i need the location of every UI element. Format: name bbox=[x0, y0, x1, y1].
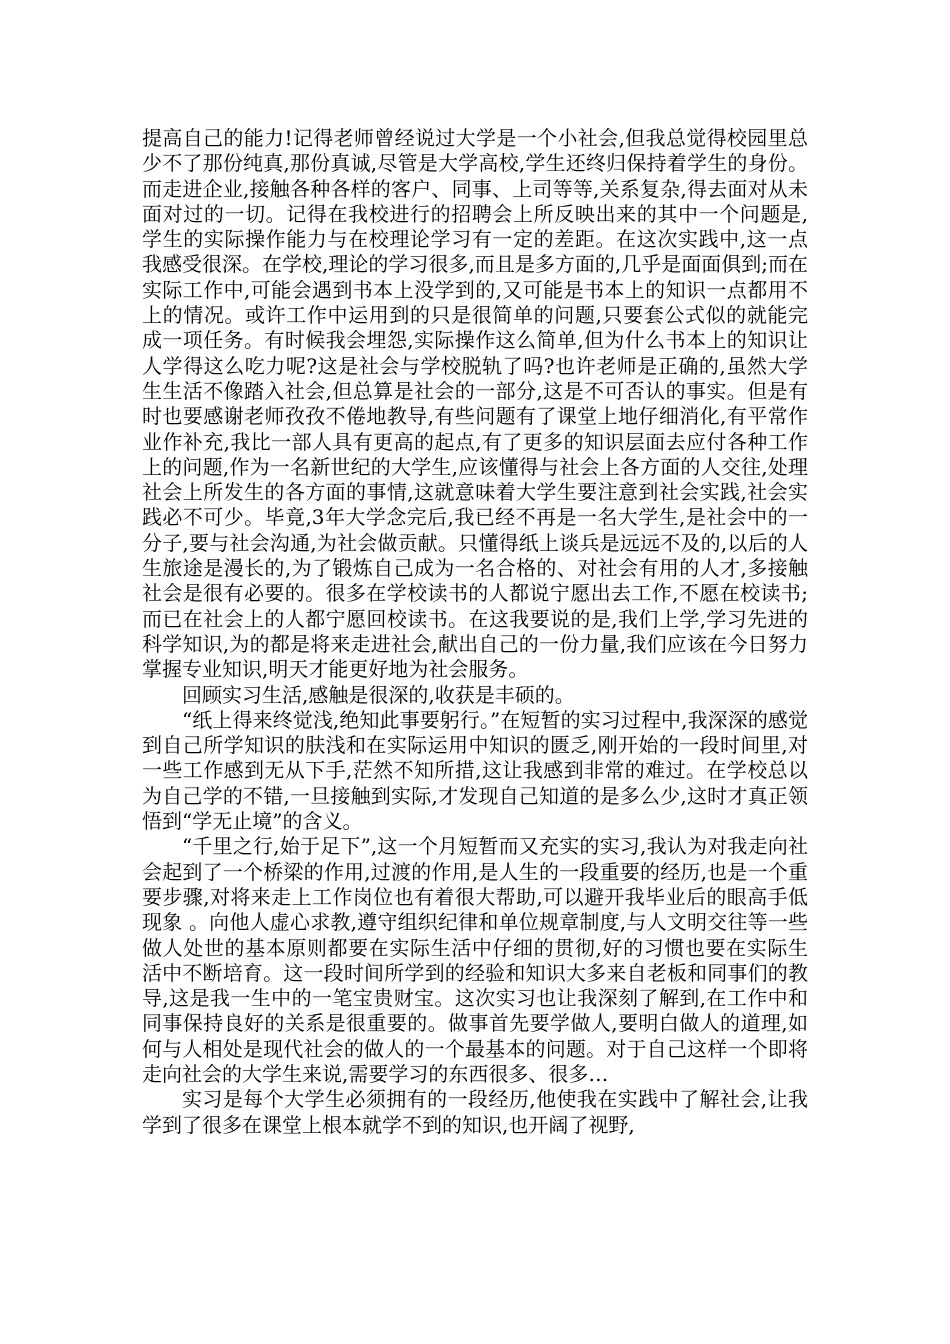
document-body bbox=[142, 126, 808, 1138]
paragraph-3: “纸上得来终觉浅,绝知此事要躬行。”在短暂的实习过程中,我深深的感觉到自己所学知识的肤浅和在实际运用中知识的匮乏,刚开始的一段时间里,对一些工作感到无从下手,茫然不知所措,这让我感到非常的难过。在学校总以为自己学的不错,一旦接触到实际,才发现自己知道的是多么少,这时才真正领悟到“学无止境”的含义。 bbox=[142, 707, 808, 834]
paragraph-4: “千里之行,始于足下”,这一个月短暂而又充实的实习,我认为对我走向社会起到了一个桥梁的作用,过渡的作用,是人生的一段重要的经历,也是一个重要步骤,对将来走上工作岗位也有着很大帮助,可以避开我毕业后的眼高手低现象 。向他人虚心求教,遵守组织纪律和单位规章制度,与人文明交往等一些做人处世的基本原则都要在实际生活中仔细的贯彻,好的习惯也要在实际生活中不断培育。这一段时间所学到的经验和知识大多来自老板和同事们的教导,这是我一生中的一笔宝贵财宝。这次实习也让我深刻了解到,在工作中和同事保持良好的关系是很重要的。做事首先要学做人,要明白做人的道理,如何与人相处是现代社会的做人的一个最基本的问题。对于自己这样一个即将走向社会的大学生来说,需要学习的东西很多、很多… bbox=[142, 834, 808, 1086]
paragraph-1: 提高自己的能力!记得老师曾经说过大学是一个小社会,但我总觉得校园里总少不了那份纯真,那份真诚,尽管是大学高校,学生还终归保持着学生的身份。而走进企业,接触各种各样的客户、同事、上司等等,关系复杂,得去面对从未面对过的一切。记得在我校进行的招聘会上所反映出来的其中一个问题是,学生的实际操作能力与在校理论学习有一定的差距。在这次实践中,这一点我感受很深。在学校,理论的学习很多,而且是多方面的,几乎是面面俱到;而在实际工作中,可能会遇到书本上没学到的,又可能是书本上的知识一点都用不上的情况。或许工作中运用到的只是很简单的问题,只要套公式似的就能完成一项任务。有时候我会埋怨,实际操作这么简单,但为什么书本上的知识让人学得这么吃力呢?这是社会与学校脱轨了吗?也许老师是正确的,虽然大学生生活不像踏入社会,但总算是社会的一部分,这是不可否认的事实。但是有时也要感谢老师孜孜不倦地教导,有些问题有了课堂上地仔细消化,有平常作业作补充,我比一部人具有更高的起点,有了更多的知识层面去应付各种工作上的问题,作为一名新世纪的大学生,应该懂得与社会上各方面的人交往,处理社会上所发生的各方面的事情,这就意味着大学生要注意到社会实践,社会实践必不可少。毕竟,3年大学念完后,我已经不再是一名大学生,是社会中的一分子,要与社会沟通,为社会做贡献。只懂得纸上谈兵是远远不及的,以后的人生旅途是漫长的,为了锻炼自己成为一名合格的、对社会有用的人才,多接触社会是很有必要的。很多在学校读书的人都说宁愿出去工作,不愿在校读书;而已在社会上的人都宁愿回校读书。在这我要说的是,我们上学,学习先进的科学知识,为的都是将来走进社会,献出自己的一份力量,我们应该在今日努力掌握专业知识,明天才能更好地为社会服务。 bbox=[142, 126, 808, 682]
paragraph-2: 回顾实习生活,感触是很深的,收获是丰硕的。 bbox=[182, 682, 575, 707]
paragraph-5: 实习是每个大学生必须拥有的一段经历,他使我在实践中了解社会,让我学到了很多在课堂上根本就学不到的知识,也开阔了视野, bbox=[142, 1087, 808, 1137]
